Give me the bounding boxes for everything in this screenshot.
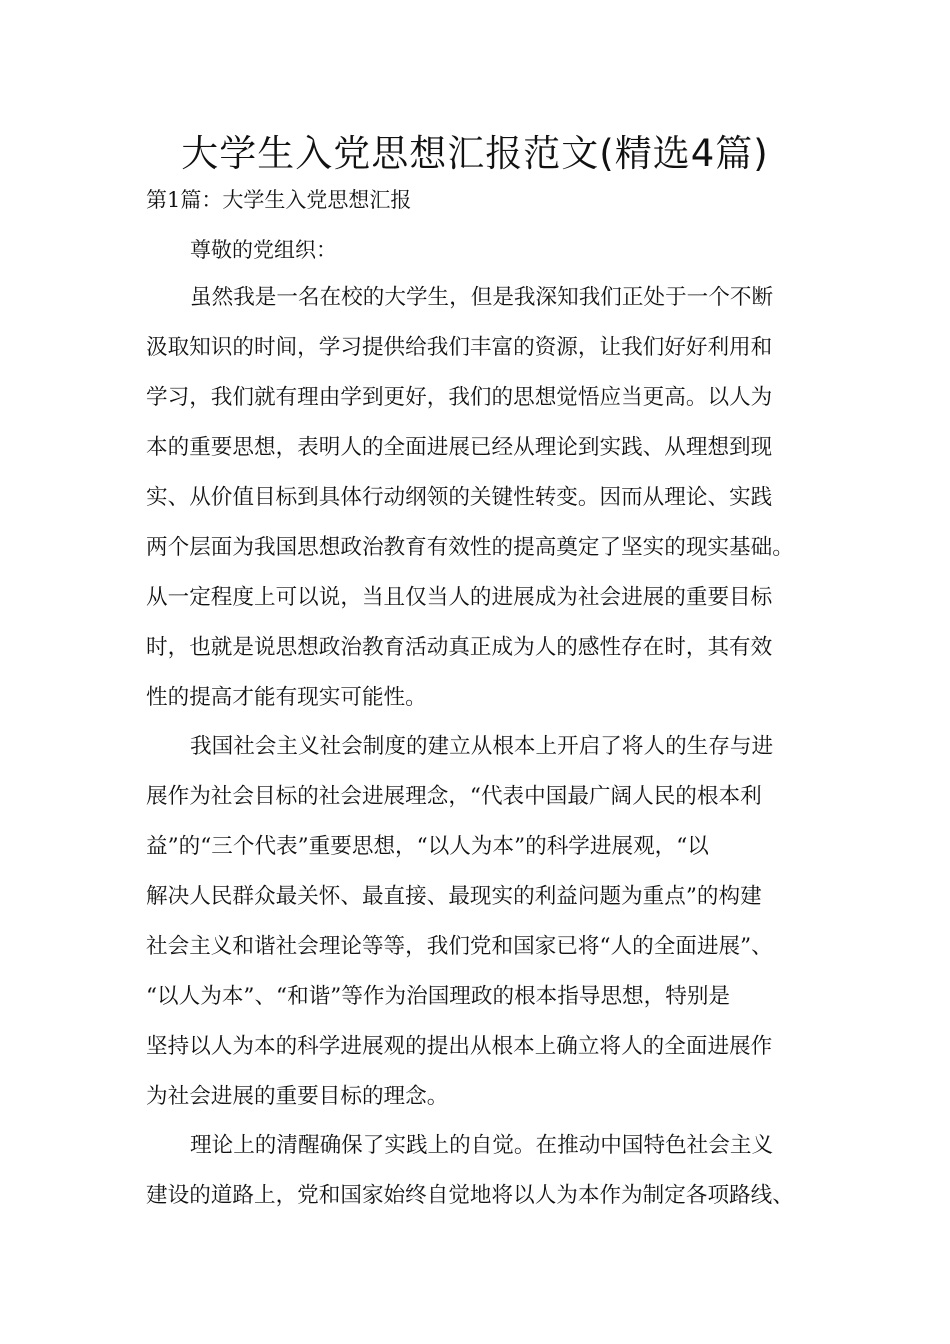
paragraph-1	[146, 273, 826, 723]
salutation: 尊敬的党组织：	[190, 238, 337, 262]
paragraph-line: “以人为本”、“和谐”等作为治国理政的根本指导思想，特别是	[146, 984, 731, 1009]
paragraph-line: 虽然我是一名在校的大学生，但是我深知我们正处于一个不断	[190, 285, 774, 310]
paragraph-line: 汲取知识的时间，学习提供给我们丰富的资源，让我们好好利用和	[146, 335, 773, 360]
paragraph-line: 社会主义和谐社会理论等等，我们党和国家已将“人的全面进展”、	[146, 934, 773, 959]
paragraph-line: 时，也就是说思想政治教育活动真正成为人的感性存在时，其有效	[146, 635, 773, 660]
document-title: 大学生入党思想汇报范文(精选4篇)	[181, 132, 769, 175]
paragraph-line: 从一定程度上可以说，当且仅当人的进展成为社会进展的重要目标	[146, 585, 773, 610]
paragraph-3	[146, 1121, 826, 1221]
paragraph-line: 益”的“三个代表”重要思想，“以人为本”的科学进展观，“以	[146, 834, 709, 859]
paragraph-line: 学习，我们就有理由学到更好，我们的思想觉悟应当更高。以人为	[146, 385, 773, 410]
paragraph-line: 两个层面为我国思想政治教育有效性的提高奠定了坚实的现实基础。	[146, 535, 794, 560]
paragraph-line: 理论上的清醒确保了实践上的自觉。在推动中国特色社会主义	[190, 1133, 774, 1158]
section-heading: 第1篇：大学生入党思想汇报	[146, 188, 412, 212]
paragraph-line: 展作为社会目标的社会进展理念，“代表中国最广阔人民的根本利	[146, 784, 762, 809]
paragraph-line: 我国社会主义社会制度的建立从根本上开启了将人的生存与进	[190, 734, 774, 759]
paragraph-line: 性的提高才能有现实可能性。	[146, 685, 427, 710]
paragraph-line: 建设的道路上，党和国家始终自觉地将以人为本作为制定各项路线、	[146, 1183, 794, 1208]
paragraph-line: 坚持以人为本的科学进展观的提出从根本上确立将人的全面进展作	[146, 1034, 773, 1059]
paragraph-line: 本的重要思想，表明人的全面进展已经从理论到实践、从理想到现	[146, 435, 773, 460]
paragraph-line: 解决人民群众最关怀、最直接、最现实的利益问题为重点”的构建	[146, 884, 762, 909]
paragraph-2	[146, 722, 826, 1122]
paragraph-line: 实、从价值目标到具体行动纲领的关键性转变。因而从理论、实践	[146, 485, 773, 510]
paragraph-line: 为社会进展的重要目标的理念。	[146, 1084, 449, 1109]
